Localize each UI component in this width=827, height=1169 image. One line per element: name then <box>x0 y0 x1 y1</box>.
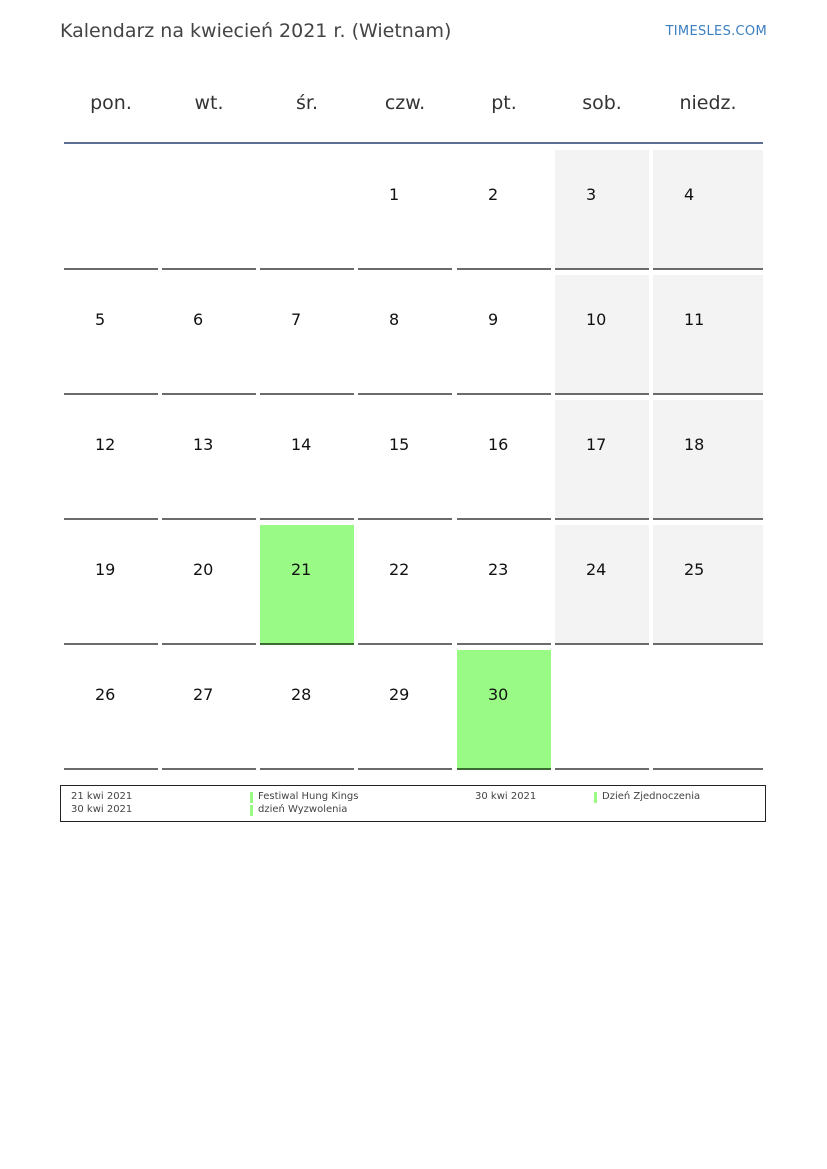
weekday-label: sob. <box>582 92 622 114</box>
calendar-day <box>260 650 354 770</box>
calendar-day <box>162 525 256 645</box>
calendar-day <box>64 275 158 395</box>
calendar-day <box>457 150 551 270</box>
day-number: 22 <box>389 560 410 579</box>
calendar-day <box>555 525 649 645</box>
day-number: 2 <box>488 185 499 204</box>
weekday-label: pon. <box>90 92 132 114</box>
weekday-label: śr. <box>295 92 318 114</box>
legend-date: 30 kwi 2021 <box>71 804 133 815</box>
holiday-color-marker <box>250 792 253 803</box>
day-number: 16 <box>488 435 509 454</box>
weekday-label: niedz. <box>679 92 737 114</box>
page-title: Kalendarz na kwiecień 2021 r. (Wietnam) <box>60 20 452 42</box>
day-number: 9 <box>488 310 499 329</box>
calendar-day <box>457 525 551 645</box>
day-number: 13 <box>193 435 214 454</box>
calendar-day-holiday <box>457 650 551 770</box>
day-number: 5 <box>95 310 106 329</box>
calendar-day <box>555 150 649 270</box>
weekday-label: pt. <box>491 92 517 114</box>
day-number: 25 <box>684 560 705 579</box>
legend-date: 21 kwi 2021 <box>71 791 133 802</box>
day-number: 21 <box>291 560 312 579</box>
legend-holiday-name: dzień Wyzwolenia <box>258 804 348 815</box>
calendar-day <box>653 275 763 395</box>
day-number: 27 <box>193 685 214 704</box>
brand-link[interactable]: TIMESLES.COM <box>665 24 767 39</box>
calendar-day <box>162 650 256 770</box>
calendar-day <box>653 525 763 645</box>
day-number: 7 <box>291 310 302 329</box>
calendar-day <box>358 150 452 270</box>
legend-date: 30 kwi 2021 <box>475 791 537 802</box>
calendar-day <box>162 275 256 395</box>
day-number: 26 <box>95 685 116 704</box>
day-number: 8 <box>389 310 400 329</box>
day-number: 24 <box>586 560 607 579</box>
calendar-day-empty <box>162 150 256 270</box>
day-number: 12 <box>95 435 116 454</box>
calendar-day <box>162 400 256 520</box>
calendar-day-empty <box>64 150 158 270</box>
day-number: 17 <box>586 435 607 454</box>
day-number: 14 <box>291 435 312 454</box>
calendar-day <box>358 650 452 770</box>
calendar-day <box>358 400 452 520</box>
holiday-color-marker <box>250 805 253 816</box>
calendar-day <box>260 275 354 395</box>
calendar-day-holiday <box>260 525 354 645</box>
calendar-day <box>653 150 763 270</box>
calendar-day <box>555 275 649 395</box>
calendar-day <box>64 400 158 520</box>
day-number: 3 <box>586 185 597 204</box>
calendar-day <box>457 400 551 520</box>
calendar-day <box>358 275 452 395</box>
day-number: 10 <box>586 310 607 329</box>
day-number: 30 <box>488 685 509 704</box>
calendar-day <box>555 400 649 520</box>
calendar-day-empty <box>653 650 763 770</box>
day-number: 19 <box>95 560 116 579</box>
day-number: 29 <box>389 685 410 704</box>
day-number: 11 <box>684 310 705 329</box>
calendar-day <box>457 275 551 395</box>
calendar-day <box>64 650 158 770</box>
calendar-day-empty <box>555 650 649 770</box>
holiday-color-marker <box>594 792 597 803</box>
calendar-day <box>358 525 452 645</box>
day-number: 1 <box>389 185 400 204</box>
weekday-label: czw. <box>384 92 426 114</box>
day-number: 23 <box>488 560 509 579</box>
day-number: 28 <box>291 685 312 704</box>
holiday-legend <box>60 785 766 822</box>
weekday-label: wt. <box>194 92 224 114</box>
calendar-day <box>260 400 354 520</box>
day-number: 18 <box>684 435 705 454</box>
legend-holiday-name: Festiwal Hung Kings <box>258 791 359 802</box>
calendar-day <box>64 525 158 645</box>
day-number: 15 <box>389 435 410 454</box>
calendar-day <box>653 400 763 520</box>
header-divider <box>64 142 763 144</box>
day-number: 6 <box>193 310 204 329</box>
calendar-day-empty <box>260 150 354 270</box>
day-number: 4 <box>684 185 695 204</box>
day-number: 20 <box>193 560 214 579</box>
legend-holiday-name: Dzień Zjednoczenia <box>602 791 701 802</box>
